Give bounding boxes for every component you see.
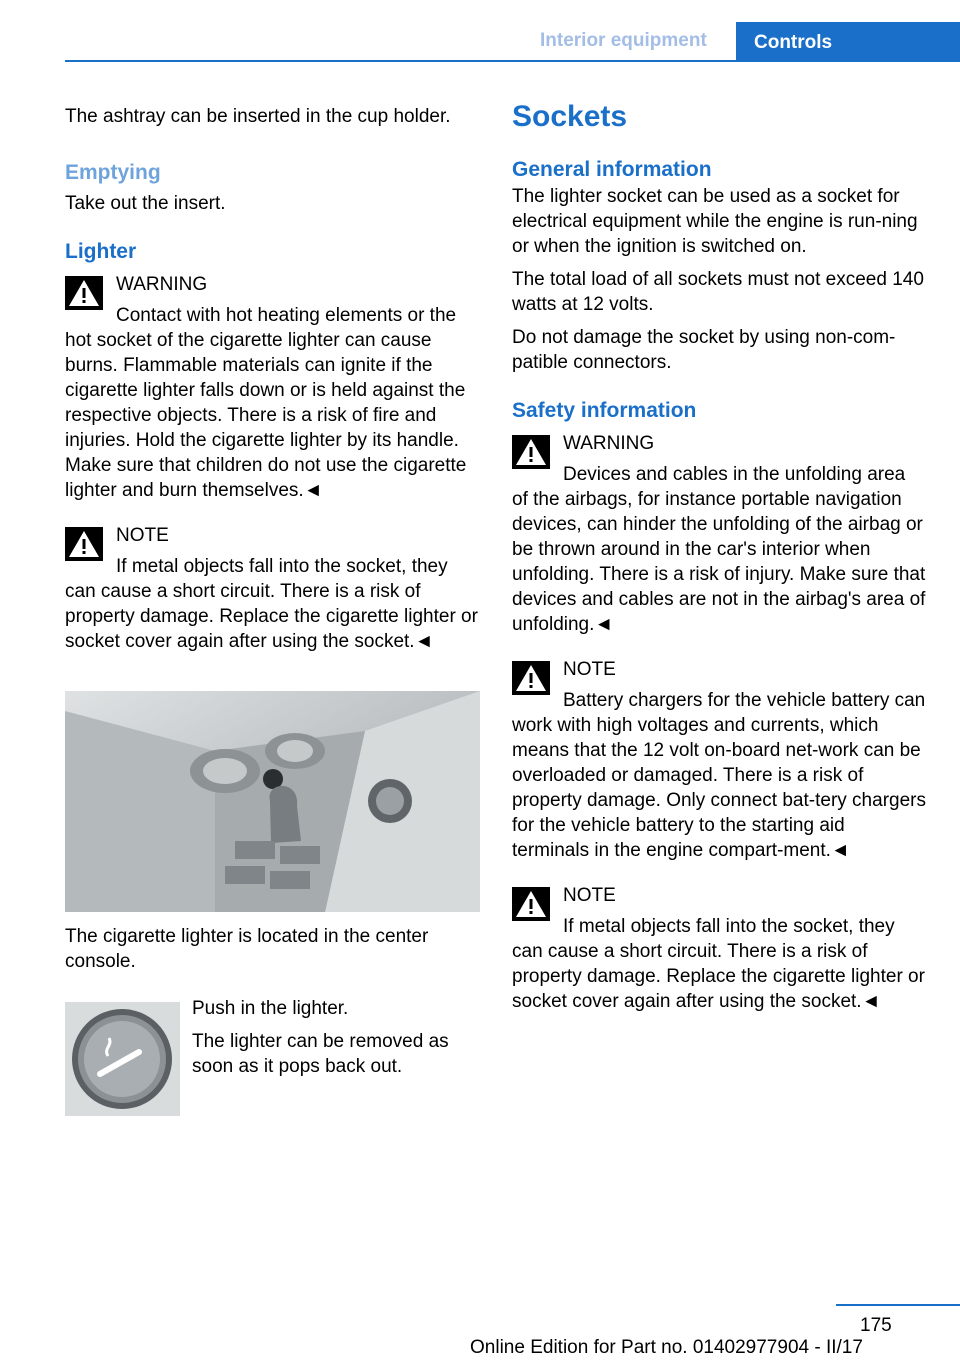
note-text: If metal objects fall into the socket, they can cause a short circuit. There is a risk of property damage. Replace the cigarette lighter or socket cover again after using the socket.◄	[512, 916, 925, 1012]
warning-box-airbag	[512, 431, 926, 637]
warning-box-lighter	[65, 272, 483, 503]
right-column	[512, 100, 926, 1014]
intro-text: The ashtray can be inserted in the cup holder.	[65, 106, 451, 127]
general-p3: Do not damage the socket by using non-com-patible connectors.	[512, 327, 896, 373]
warning-text: Devices and cables in the unfolding area of the airbags, for instance portable navigation devices, can hinder the unfolding of the airbag or be thrown around in the car's interior when unfolding. There is a risk of injury. Make sure that devices and cables are not in the airbag's area of unfolding.◄	[512, 464, 926, 635]
lighter-heading: Lighter	[65, 240, 137, 263]
warning-triangle-icon	[512, 661, 550, 695]
warning-triangle-icon	[65, 527, 103, 561]
warning-label: WARNING	[116, 274, 208, 295]
remove-text: The lighter can be removed as soon as it pops back out.	[192, 1031, 449, 1077]
emptying-heading: Emptying	[65, 161, 161, 184]
general-info-heading: General information	[512, 158, 712, 181]
lighter-button-image	[65, 1002, 180, 1116]
edition-footer: Online Edition for Part no. 01402977904 - II/17	[470, 1337, 863, 1358]
center-console-image	[65, 691, 480, 912]
left-column-lower	[65, 924, 483, 982]
warning-triangle-icon	[512, 887, 550, 921]
general-p1: The lighter socket can be used as a socket for electrical equipment while the engine is run-ning or when the ignition is switched on.	[512, 186, 918, 257]
location-text: The cigarette lighter is located in the center console.	[65, 926, 429, 972]
header-rule	[65, 60, 960, 62]
note-text: Battery chargers for the vehicle battery can work with high voltages and currents, which means that the 12 volt on-board net-work can be overloaded or damaged. There is a risk of property damage. Only connect bat-tery chargers for the vehicle battery to the starting aid terminals in the engine compart-ment.◄	[512, 690, 926, 861]
page-number: 175	[860, 1315, 892, 1336]
warning-triangle-icon	[512, 435, 550, 469]
safety-info-heading: Safety information	[512, 399, 697, 422]
warning-label: WARNING	[563, 433, 655, 454]
general-p2: The total load of all sockets must not exceed 140 watts at 12 volts.	[512, 269, 924, 315]
header-section-title: Interior equipment	[540, 30, 707, 51]
note-text: If metal objects fall into the socket, they can cause a short circuit. There is a risk of property damage. Replace the cigarette lighter or socket cover again after using the socket.◄	[65, 556, 478, 652]
note-label: NOTE	[116, 525, 169, 546]
lighter-instructions	[192, 996, 482, 1087]
emptying-text: Take out the insert.	[65, 193, 226, 214]
note-box-charger	[512, 657, 926, 863]
note-label: NOTE	[563, 885, 616, 906]
sockets-heading: Sockets	[512, 100, 628, 133]
footer-rule	[836, 1304, 960, 1306]
warning-triangle-icon	[65, 276, 103, 310]
note-label: NOTE	[563, 659, 616, 680]
note-box-socket	[512, 883, 926, 1014]
left-column	[65, 104, 483, 654]
header-tab-controls: Controls	[736, 22, 960, 62]
warning-text: Contact with hot heating elements or the hot socket of the cigarette lighter can cause burns. Flammable materials can ignite if the cigarette lighter falls down or is held against the respective objects. There is a risk of fire and injuries. Hold the cigarette lighter by its handle. Make sure that children do not use the cigarette lighter and burn themselves.◄	[65, 305, 467, 501]
note-box-lighter	[65, 523, 483, 654]
push-text: Push in the lighter.	[192, 998, 349, 1019]
